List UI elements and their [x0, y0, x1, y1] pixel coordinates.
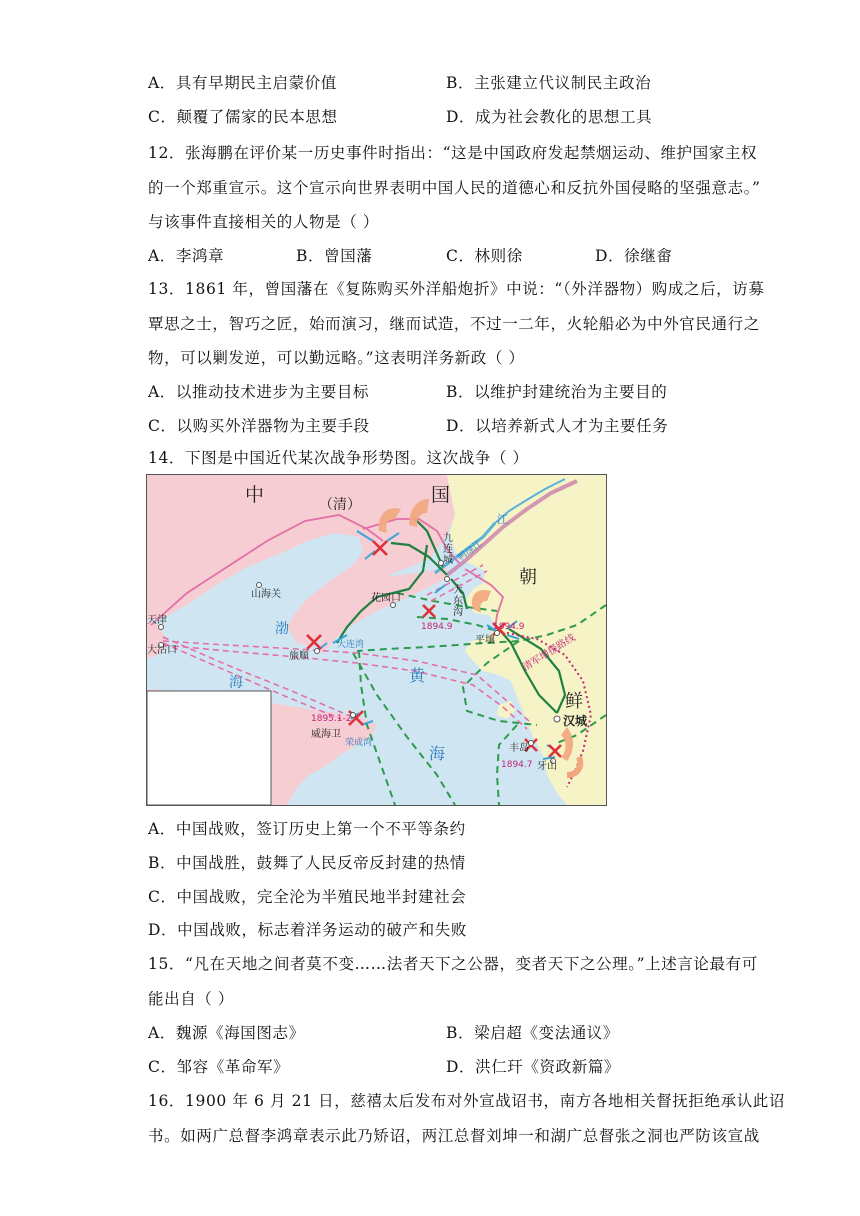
label-weihaiwei: 威海卫 [311, 729, 341, 740]
label-chao: 朝 [519, 567, 537, 588]
q14-option-c: C．中国战败，完全沦为半殖民地半封建社会 [148, 888, 467, 906]
q13-option-c: C．以购买外洋器物为主要手段 [148, 417, 370, 435]
q11-option-c: C．颠覆了儒家的民本思想 [148, 108, 338, 126]
label-date-dadonggou: 1894.9 [421, 622, 453, 632]
q11-option-b: B．主张建立代议制民主政治 [446, 74, 652, 92]
label-fengdao: 丰岛 [509, 743, 529, 754]
q12-stem-line3: 与该事件直接相关的人物是（ ） [148, 213, 379, 231]
q12-stem-line1: 12．张海鹏在评价某一历史事件时指出：“这是中国政府发起禁烟运动、维护国家主权 [148, 144, 758, 162]
q15-option-c: C．邹容《革命军》 [148, 1058, 290, 1076]
label-yashan: 牙山 [537, 761, 557, 772]
q12-option-d: D．徐继畲 [595, 247, 673, 265]
route-label: 清军增援路线 [520, 632, 578, 674]
label-date-fengdao: 1894.7 [501, 760, 533, 770]
label-jiuliancheng: 九连城 [443, 533, 453, 566]
q13-option-a: A．以推动技术进步为主要目标 [148, 383, 370, 401]
q14-option-b: B．中国战胜，鼓舞了人民反帝反封建的热情 [148, 854, 466, 872]
label-lushun: 旅顺 [289, 651, 309, 662]
label-huang: 黄 [409, 666, 426, 685]
label-dalianwan: 大连湾 [337, 640, 365, 650]
label-bohai-2: 海 [229, 675, 243, 691]
q15-option-a: A．魏源《海国图志》 [148, 1024, 305, 1042]
q16-stem-line2: 书。如两广总督李鸿章表示此乃矫诏，两江总督刘坤一和湖广总督张之洞也严防该宣战 [148, 1127, 760, 1145]
q12-option-b: B．曾国藩 [296, 247, 373, 265]
q13-stem-line2: 覃思之士，智巧之匠，始而演习，继而试造，不过一二年，火轮船必为中外官民通行之 [148, 315, 760, 333]
q15-stem-line1: 15．“凡在天地之间者莫不变……法者天下之公器，变者天下之公理。”上述言论最有可 [148, 955, 758, 973]
label-hai: 海 [429, 744, 446, 763]
label-pingrang: 平壤 [475, 635, 495, 646]
q15-option-d: D．洪仁玕《资政新篇》 [446, 1058, 621, 1076]
label-jiang: 江 [497, 513, 508, 526]
label-rongchengwan: 荣成湾 [345, 738, 373, 748]
q11-option-a: A．具有早期民主启蒙价值 [148, 74, 337, 92]
q12-stem-line2: 的一个郑重宣示。这个宣示向世界表明中国人民的道德心和反抗外国侵略的坚强意志。” [148, 179, 761, 197]
q13-option-d: D．以培养新式人才为主要任务 [446, 417, 669, 435]
label-shanhaiguan: 山海关 [251, 589, 281, 600]
q13-stem-line3: 物，可以剿发逆，可以勤远略。”这表明洋务新政（ ） [148, 349, 525, 367]
q12-option-c: C．林则徐 [446, 247, 523, 265]
q14-option-a: A．中国战败，签订历史上第一个不平等条约 [148, 820, 466, 838]
label-huayuankou: 花园口 [371, 593, 401, 604]
label-bohai-1: 渤 [275, 621, 289, 637]
label-qing: （清） [319, 497, 361, 513]
q15-stem-line2: 能出自（ ） [148, 990, 235, 1008]
label-hancheng: 汉城 [563, 714, 588, 728]
q11-option-d: D．成为社会教化的思想工具 [446, 108, 653, 126]
label-date-weihai: 1895.1-2 [311, 714, 352, 724]
inset-legend-box [147, 691, 271, 805]
label-tianjin: 天津 [147, 615, 167, 626]
label-yalu: 鸭绿江 [456, 538, 485, 564]
q16-stem-line1: 16．1900 年 6 月 21 日，慈禧太后发布对外宣战诏书，南方各地相关督抚拒绝承认此诏 [148, 1092, 785, 1110]
q13-option-b: B．以维护封建统治为主要目的 [446, 383, 668, 401]
q14-stem: 14．下图是中国近代某次战争形势图。这次战争（ ） [148, 449, 529, 467]
q12-option-a: A．李鸿章 [148, 247, 225, 265]
label-zhong: 中 [245, 484, 265, 506]
label-xian: 鲜 [565, 691, 583, 712]
war-situation-map [146, 474, 607, 806]
q15-option-b: B．梁启超《变法通议》 [446, 1024, 619, 1042]
q14-option-d: D．中国战败，标志着洋务运动的破产和失败 [148, 921, 467, 939]
label-dagukou: 大沽口 [147, 645, 177, 656]
label-dadonggou: 大东沟 [453, 585, 463, 618]
q13-stem-line1: 13．1861 年，曾国藩在《复陈购买外洋船炮折》中说：“（外洋器物）购成之后，访募 [148, 280, 765, 298]
label-date-pingrang: 1894.9 [493, 622, 525, 632]
label-guo: 国 [431, 484, 451, 506]
